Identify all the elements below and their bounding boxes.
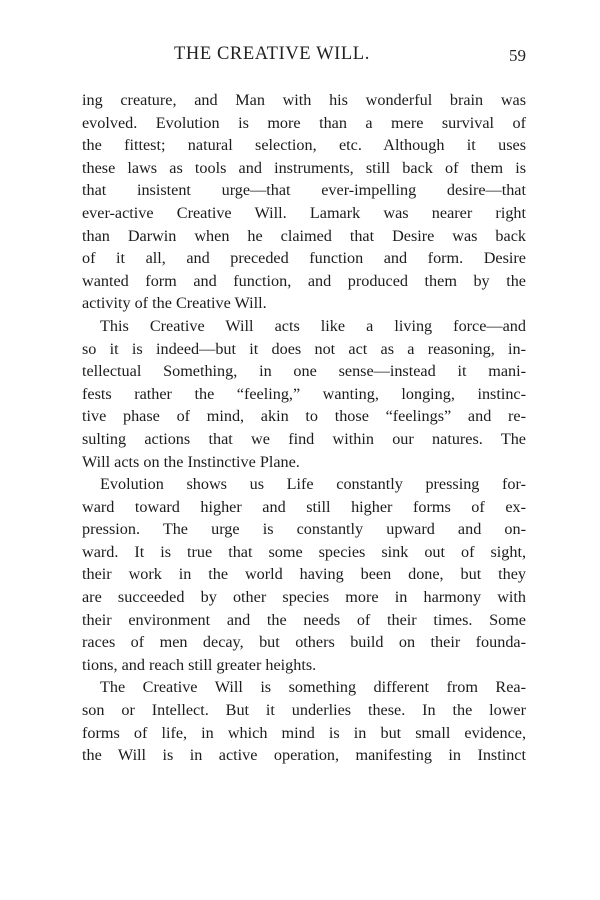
- text-line: these laws as tools and instruments, still back of them is: [82, 158, 526, 177]
- text-line: the Will is in active operation, manifesting in Instinct: [82, 746, 526, 765]
- text-line: tive phase of mind, akin to those “feelings” and re-: [82, 407, 526, 426]
- text-line: that insistent urge—that ever-impelling desire—that: [82, 181, 526, 200]
- running-title: THE CREATIVE WILL.: [174, 44, 370, 64]
- text-line: ing creature, and Man with his wonderful brain was: [82, 91, 526, 109]
- text-line: the fittest; natural selection, etc. Although it uses: [82, 136, 526, 155]
- text-line: fests rather the “feeling,” wanting, longing, instinc-: [82, 384, 526, 403]
- text-line: evolved. Evolution is more than a mere survival of: [82, 113, 526, 132]
- text-line: than Darwin when he claimed that Desire was back: [82, 226, 526, 245]
- page-number: 59: [509, 46, 526, 65]
- paragraph-end-line: activity of the Creative Will.: [82, 294, 267, 313]
- text-line: sulting actions that we find within our natures. The: [82, 429, 526, 448]
- text-line: their environment and the needs of their times. Some: [82, 610, 526, 629]
- text-line: races of men decay, but others build on their founda-: [82, 633, 526, 652]
- text-line: tellectual Something, in one sense—instead it mani-: [82, 362, 526, 381]
- paragraph-end-line: Will acts on the Instinctive Plane.: [82, 452, 300, 471]
- text-line: ever-active Creative Will. Lamark was nearer right: [82, 203, 526, 222]
- text-line: so it is indeed—but it does not act as a reasoning, in-: [82, 339, 526, 358]
- text-line: wanted form and function, and produced them by the: [82, 271, 526, 290]
- text-line: son or Intellect. But it underlies these. In the lower: [82, 701, 526, 720]
- text-line: ward. It is true that some species sink out of sight,: [82, 542, 526, 561]
- text-line: pression. The urge is constantly upward and on-: [82, 520, 526, 539]
- text-line: of it all, and preceded function and form. Desire: [82, 249, 526, 268]
- running-head: [82, 44, 526, 70]
- text-line: forms of life, in which mind is in but small evidence,: [82, 723, 526, 742]
- paragraph-start-line: This Creative Will acts like a living force—and: [100, 316, 526, 335]
- paragraph-start-line: The Creative Will is something different from Rea-: [100, 678, 526, 697]
- text-line: are succeeded by other species more in harmony with: [82, 588, 526, 607]
- paragraph-end-line: tions, and reach still greater heights.: [82, 655, 317, 674]
- text-line: ward toward higher and still higher forms of ex-: [82, 497, 526, 516]
- body-text: [82, 89, 526, 767]
- paragraph-start-line: Evolution shows us Life constantly pressing for-: [100, 475, 526, 494]
- text-line: their work in the world having been done, but they: [82, 565, 526, 584]
